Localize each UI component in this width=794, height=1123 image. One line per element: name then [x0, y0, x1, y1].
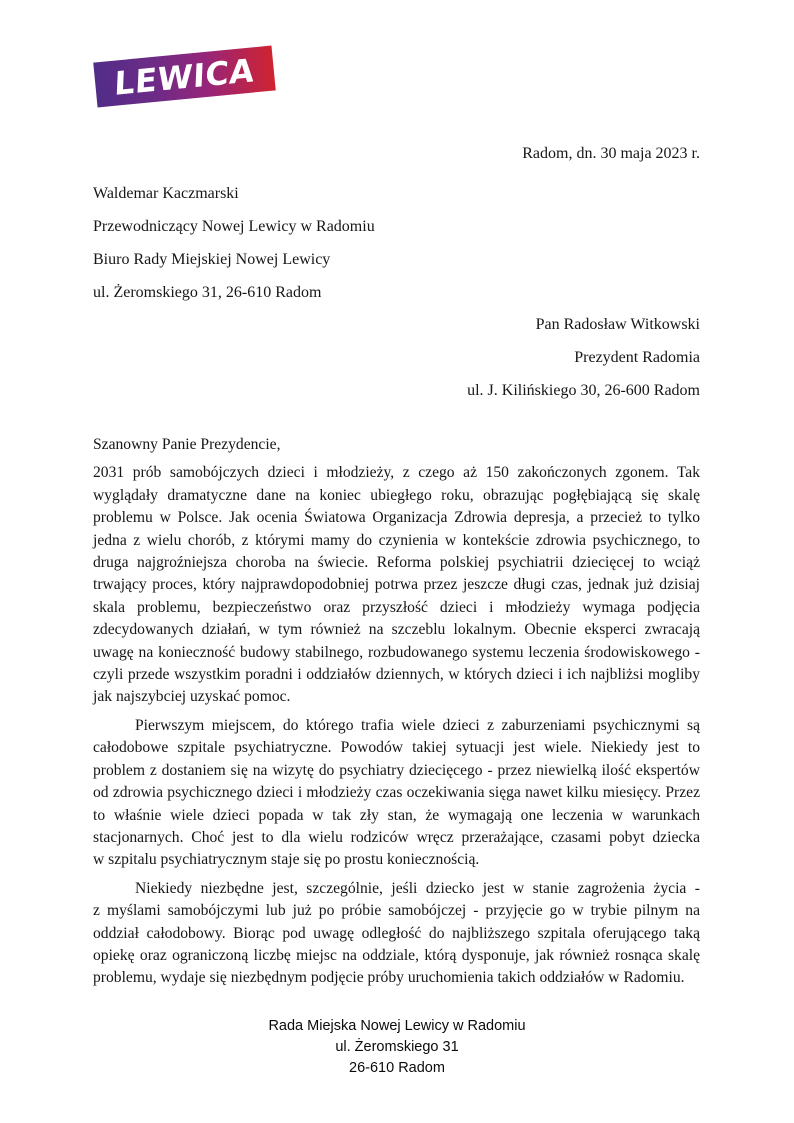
body-paragraph-2: Pierwszym miejscem, do którego trafia wiele dzieci z zaburzeniami psychicznymi są całodobowe szpitale psychiatryczne. Powodów takiej sytuacji jest wiele. Niekiedy jest to problem z dostaniem się na wizytę do psychiatry dziecięcego - przez niewielką ilość ekspertów od zdrowia psychicznego dzieci i młodzieży czas oczekiwania sięga nawet kilku miesięcy. Przez to właśnie wiele dzieci popada w tak zły stan, że wymagają one leczenia w warunkach stacjonarnych. Choć jest to dla wielu rodziców wręcz przerażające, czasami pobyt dziecka w szpitalu psychiatrycznym staje się po prostu koniecznością. [93, 716, 700, 869]
lewica-logo-text: LEWICA [113, 50, 256, 103]
body-paragraph-3: Niekiedy niezbędne jest, szczególnie, jeśli dziecko jest w stanie zagrożenia życia - z myślami samobójczymi lub już po próbie samobójczej - przyjęcie go w trybie pilnym na oddział całodobowy. Biorąc pod uwagę odległość do najbliższego szpitala oferującego taką opiekę oraz ograniczoną liczbę miejsc na oddziale, którą dysponuje, jak również rosnąca skalę problemu, wydaje się niezbędnym podjęcie próby uruchomienia takich oddziałów w Radomiu. [93, 879, 700, 987]
sender-office: Biuro Rady Miejskiej Nowej Lewicy [93, 251, 331, 268]
recipient-name: Pan Radosław Witkowski [535, 316, 700, 333]
footer-address-block [0, 1016, 794, 1079]
sender-title: Przewodniczący Nowej Lewicy w Radomiu [93, 218, 375, 235]
footer-street: ul. Żeromskiego 31 [335, 1039, 459, 1055]
sender-name: Waldemar Kaczmarski [93, 185, 239, 202]
footer-city: 26-610 Radom [349, 1060, 445, 1076]
recipient-street-address: ul. J. Kilińskiego 30, 26-600 Radom [467, 382, 700, 399]
footer-organization: Rada Miejska Nowej Lewicy w Radomiu [268, 1018, 526, 1034]
body-paragraph-1: 2031 prób samobójczych dzieci i młodzieży, z czego aż 150 zakończonych zgonem. Tak wyglądały dramatyczne dane na koniec ubiegłego roku, obrazując pogłębiającą się skalę problemu w Polsce. Jak ocenia Światowa Organizacja Zdrowia depresja, a przecież to tylko jedna z wielu chorób, z którymi mamy do czynienia w kontekście zdrowia psychicznego, to druga najgroźniejsza choroba na świecie. Reforma polskiej psychiatrii dziecięcej to wciąż trwający proces, który najprawdopodobniej potrwa przez jeszcze długi czas, jednak już dzisiaj skala problemu, bezpieczeństwo oraz przyszłość dzieci i młodzieży wymaga podjęcia zdecydowanych działań, w tym również na szczeblu lokalnym. Obecnie eksperci zwracają uwagę na konieczność budowy stabilnego, rozbudowanego systemu leczenia środowiskowego - czyli przede wszystkim poradni i oddziałów dziennych, w których dzieci i ich najbliżsi mogliby jak najszybciej uzyskać pomoc. [93, 464, 700, 706]
recipient-title: Prezydent Radomia [574, 349, 700, 366]
recipient-address-block [93, 308, 700, 407]
sender-street-address: ul. Żeromskiego 31, 26-610 Radom [93, 284, 322, 301]
lewica-logo [93, 46, 275, 108]
date-line: Radom, dn. 30 maja 2023 r. [522, 145, 700, 162]
salutation: Szanowny Panie Prezydencie, [93, 436, 281, 453]
sender-address-block [93, 177, 700, 309]
letter-body [93, 434, 700, 996]
